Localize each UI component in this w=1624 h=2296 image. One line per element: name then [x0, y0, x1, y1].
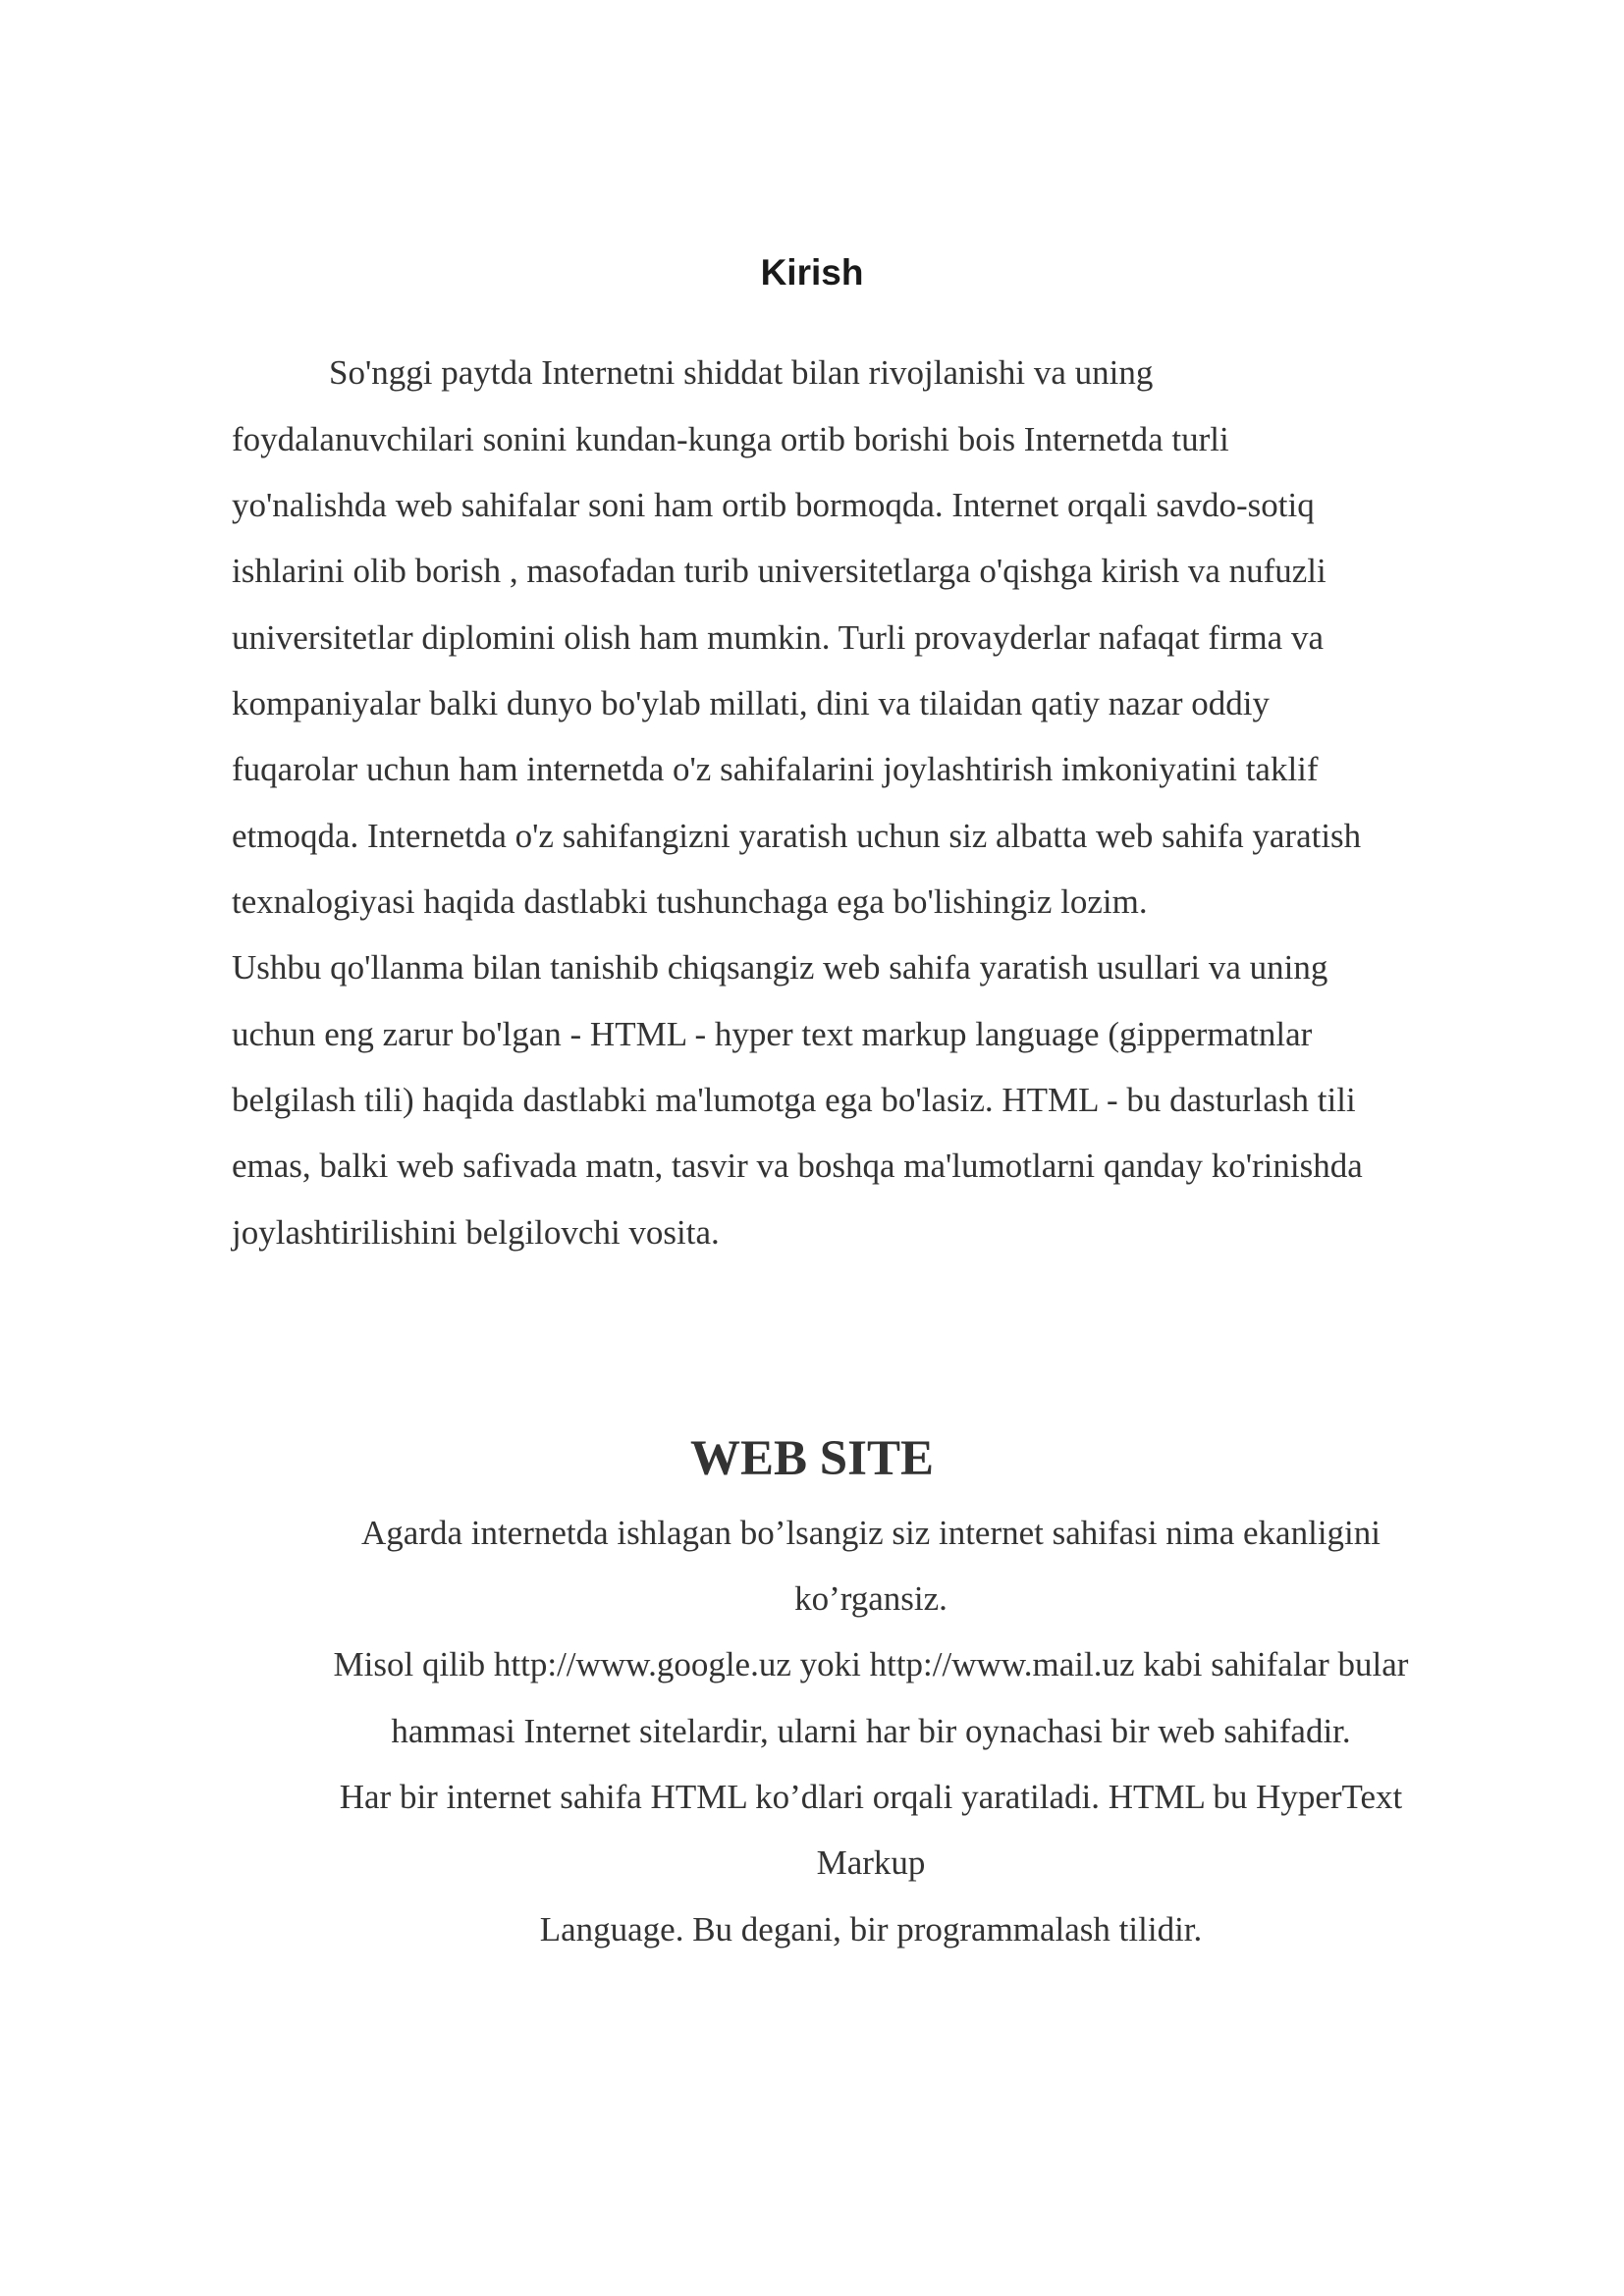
website-line: Language. Bu degani, bir programmalash tilidir.	[539, 1910, 1203, 1949]
website-line: Markup	[816, 1843, 926, 1882]
intro-line: uchun eng zarur bo'lgan - HTML - hyper text markup language (gippermatnlar	[232, 1015, 1313, 1053]
website-line: ko’rgansiz.	[794, 1579, 947, 1618]
intro-line: ishlarini olib borish , masofadan turib universitetlarga o'qishga kirish va nufuzli	[232, 552, 1326, 590]
intro-line: Ushbu qo'llanma bilan tanishib chiqsangiz web sahifa yaratish usullari va uning	[232, 948, 1328, 987]
intro-line: kompaniyalar balki dunyo bo'ylab millati, dini va tilaidan qatiy nazar oddiy	[232, 684, 1271, 722]
intro-line: joylashtirilishini belgilovchi vosita.	[232, 1213, 720, 1252]
website-line: hammasi Internet sitelardir, ularni har bir oynachasi bir web sahifadir.	[391, 1712, 1351, 1750]
website-line: Har bir internet sahifa HTML ko’dlari orqali yaratiladi. HTML bu HyperText	[339, 1778, 1403, 1816]
website-line: Misol qilib http://www.google.uz yoki http://www.mail.uz kabi sahifalar bular	[333, 1645, 1409, 1683]
intro-line: belgilash tili) haqida dastlabki ma'lumotga ega bo'lasiz. HTML - bu dasturlash tili	[232, 1081, 1356, 1119]
intro-line: yo'nalishda web sahifalar soni ham ortib bormoqda. Internet orqali savdo-sotiq	[232, 486, 1315, 524]
intro-heading: Kirish	[760, 252, 864, 293]
intro-line: foydalanuvchilari sonini kundan-kunga ortib borishi bois Internetda turli	[232, 420, 1229, 458]
intro-line: emas, balki web safivada matn, tasvir va boshqa ma'lumotlarni qanday ko'rinishda	[232, 1147, 1363, 1185]
intro-line: So'nggi paytda Internetni shiddat bilan rivojlanishi va uning	[329, 353, 1154, 392]
intro-line: fuqarolar uchun ham internetda o'z sahifalarini joylashtirish imkoniyatini taklif	[232, 750, 1319, 788]
website-heading: WEB SITE	[689, 1431, 935, 1486]
intro-line: texnalogiyasi haqida dastlabki tushunchaga ega bo'lishingiz lozim.	[232, 882, 1148, 921]
website-line: Agarda internetda ishlagan bo’lsangiz siz internet sahifasi nima ekanligini	[360, 1514, 1380, 1552]
intro-line: universitetlar diplomini olish ham mumkin. Turli provayderlar nafaqat firma va	[232, 618, 1325, 657]
intro-line: etmoqda. Internetda o'z sahifangizni yaratish uchun siz albatta web sahifa yaratish	[232, 817, 1362, 855]
